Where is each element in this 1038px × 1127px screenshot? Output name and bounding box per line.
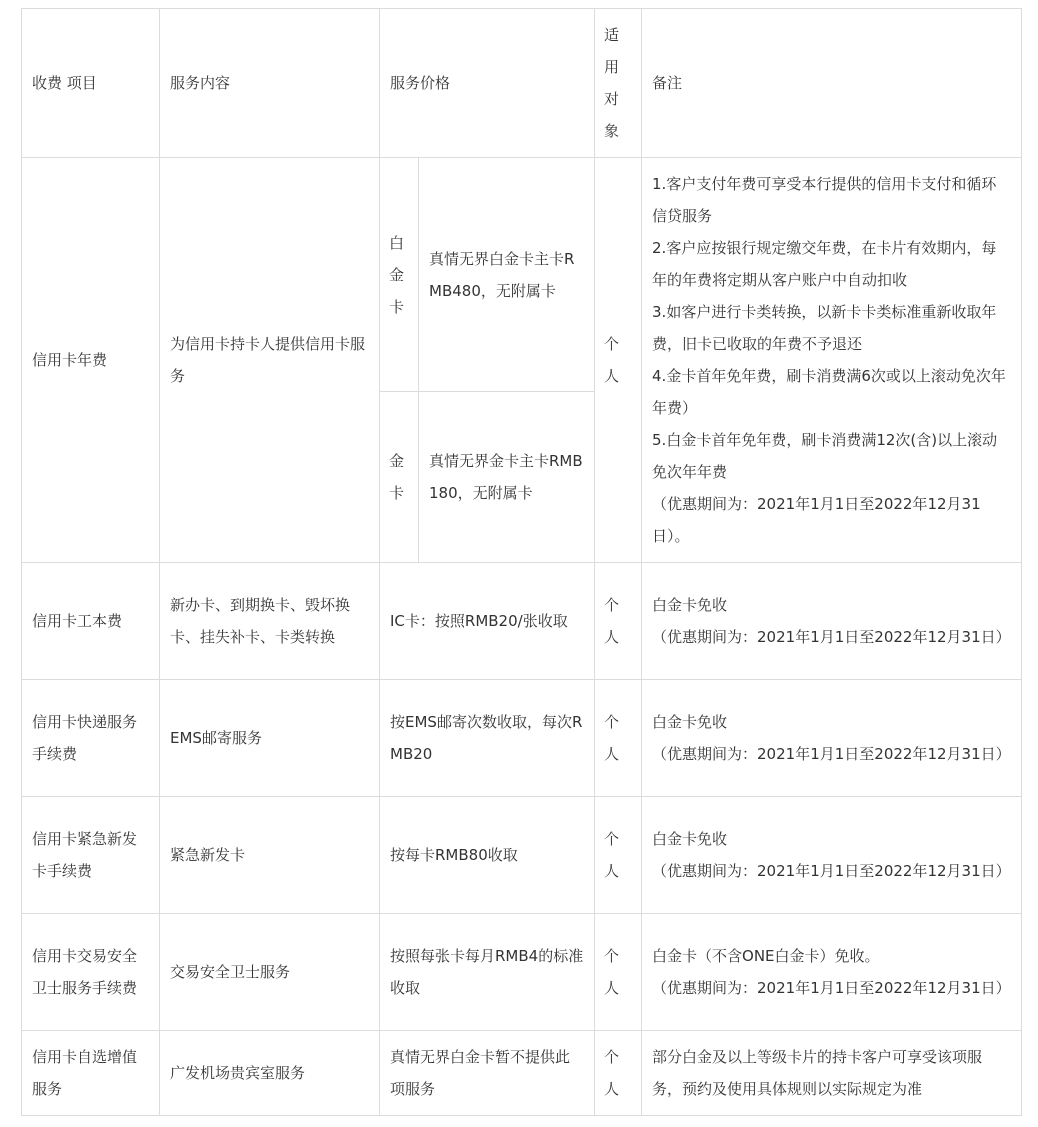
table-row [22,914,1022,1031]
annual-fee-remark [642,158,1022,563]
header-target: 适用对象 [595,9,642,158]
row-item: 信用卡工本费 [22,563,160,680]
annual-fee-target: 个人 [595,158,642,563]
table-header-row [22,9,1022,158]
row-price: 按EMS邮寄次数收取，每次RMB20 [380,680,595,797]
row-remark: 部分白金及以上等级卡片的持卡客户可享受该项服务，预约及使用具体规则以实际规定为准 [642,1031,1022,1116]
table-row-annual-fee [22,158,1022,392]
row-target: 个人 [595,680,642,797]
row-remark: 白金卡免收 （优惠期间为：2021年1月1日至2022年12月31日） [642,563,1022,680]
row-target: 个人 [595,797,642,914]
row-item: 信用卡交易安全卫士服务手续费 [22,914,160,1031]
table-row [22,1031,1022,1116]
row-price: IC卡：按照RMB20/张收取 [380,563,595,680]
row-price: 按每卡RMB80收取 [380,797,595,914]
row-target: 个人 [595,914,642,1031]
table-row [22,680,1022,797]
row-price: 真情无界白金卡暂不提供此项服务 [380,1031,595,1116]
remark-line: 4.金卡首年免年费，刷卡消费满6次或以上滚动免次年年费） [652,367,1006,417]
header-item: 收费 项目 [22,9,160,158]
remark-line: 5.白金卡首年免年费，刷卡消费满12次(含)以上滚动免次年年费 [652,431,998,481]
row-remark: 白金卡免收 （优惠期间为：2021年1月1日至2022年12月31日） [642,680,1022,797]
remark-line: 1.客户支付年费可享受本行提供的信用卡支付和循环信贷服务 [652,175,997,225]
row-item: 信用卡自选增值服务 [22,1031,160,1116]
gold-card-label: 金卡 [380,392,419,563]
row-remark: 白金卡免收 （优惠期间为：2021年1月1日至2022年12月31日） [642,797,1022,914]
row-content: 新办卡、到期换卡、毁坏换卡、挂失补卡、卡类转换 [160,563,380,680]
fee-table [21,8,1022,1116]
remark-line: （优惠期间为：2021年1月1日至2022年12月31日）。 [652,495,981,545]
remark-line: 2.客户应按银行规定缴交年费，在卡片有效期内，每年的年费将定期从客户账户中自动扣收 [652,239,997,289]
gold-card-price: 真情无界金卡主卡RMB180，无附属卡 [419,392,595,563]
platinum-card-price: 真情无界白金卡主卡RMB480，无附属卡 [419,158,595,392]
row-price: 按照每张卡每月RMB4的标准收取 [380,914,595,1031]
platinum-card-label: 白金卡 [380,158,419,392]
row-item: 信用卡快递服务手续费 [22,680,160,797]
row-target: 个人 [595,1031,642,1116]
row-remark: 白金卡（不含ONE白金卡）免收。 （优惠期间为：2021年1月1日至2022年12月31日） [642,914,1022,1031]
header-price: 服务价格 [380,9,595,158]
row-target: 个人 [595,563,642,680]
row-content: 交易安全卫士服务 [160,914,380,1031]
table-row [22,563,1022,680]
header-remark: 备注 [642,9,1022,158]
annual-fee-content: 为信用卡持卡人提供信用卡服务 [160,158,380,563]
row-item: 信用卡紧急新发卡手续费 [22,797,160,914]
row-content: 紧急新发卡 [160,797,380,914]
table-row [22,797,1022,914]
row-content: EMS邮寄服务 [160,680,380,797]
annual-fee-item: 信用卡年费 [22,158,160,563]
header-content: 服务内容 [160,9,380,158]
row-content: 广发机场贵宾室服务 [160,1031,380,1116]
remark-line: 3.如客户进行卡类转换，以新卡卡类标准重新收取年费，旧卡已收取的年费不予退还 [652,303,997,353]
